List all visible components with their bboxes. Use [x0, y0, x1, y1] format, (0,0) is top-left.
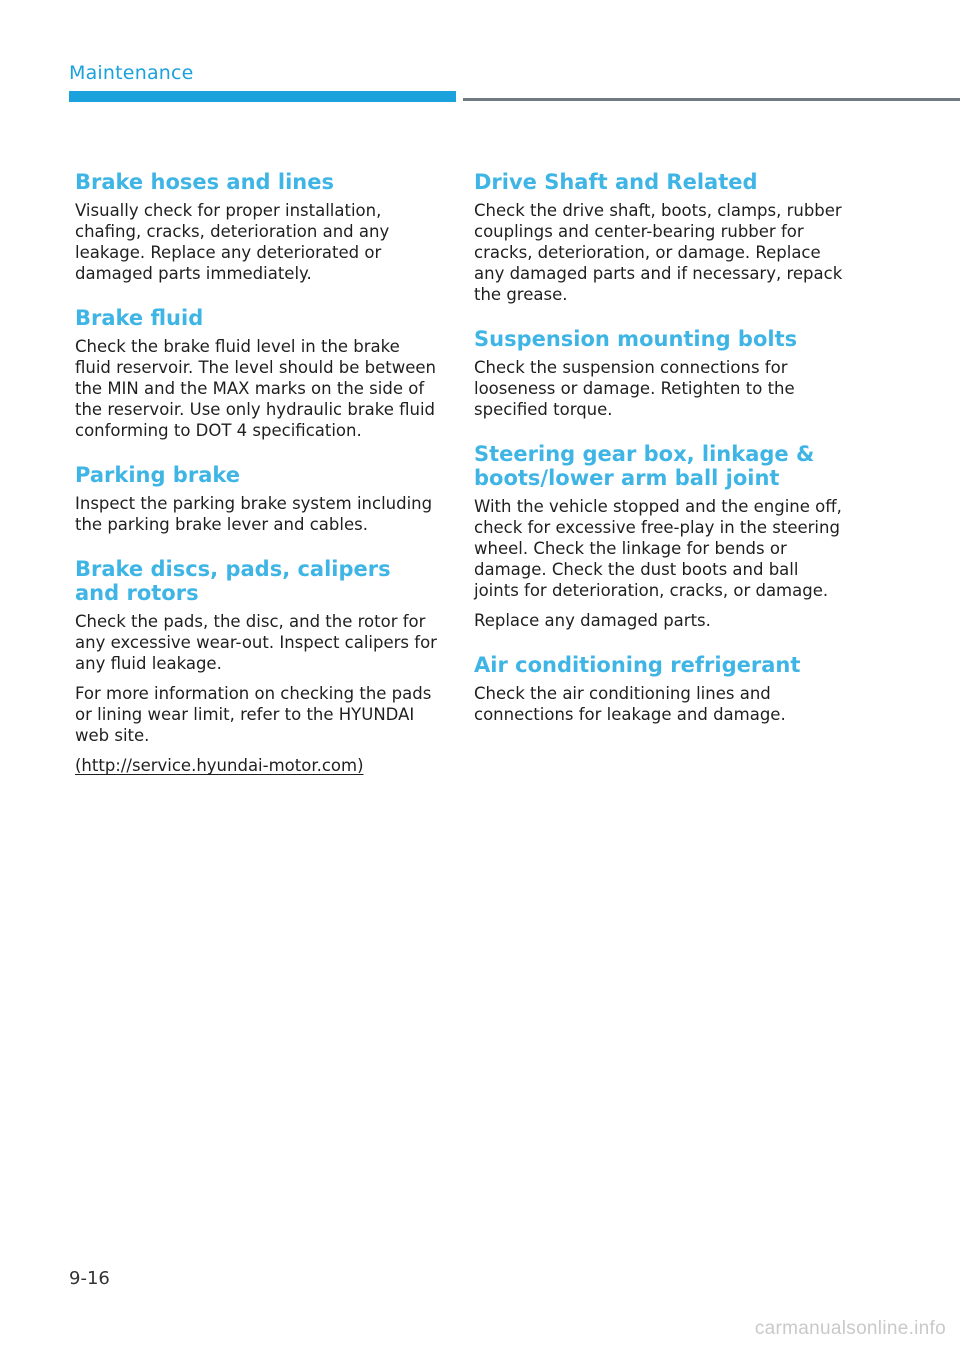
section-title: Brake hoses and lines [75, 170, 334, 194]
section-body: Replace any damaged parts. [474, 611, 711, 630]
section-title: Brake fluid [75, 306, 204, 330]
section-body: Check the pads, the disc, and the rotor for any excessive wear-out. Inspect calipers for any fluid leakage. [75, 612, 437, 673]
right-column [474, 170, 844, 747]
section-title: Drive Shaft and Related [474, 170, 758, 194]
section-air-conditioning [474, 653, 844, 725]
section-parking-brake [75, 463, 440, 535]
watermark: carmanualsonline.info [754, 1318, 946, 1339]
section-title: Steering gear box, linkage & boots/lower arm ball joint [474, 442, 815, 490]
section-body: Visually check for proper installation, chafing, cracks, deterioration and any leakage. Replace any deteriorated or damaged parts immediately. [75, 201, 390, 283]
section-steering-gear [474, 442, 844, 631]
section-body: Inspect the parking brake system including the parking brake lever and cables. [75, 494, 433, 534]
section-body: For more information on checking the pads or lining wear limit, refer to the HYUNDAI web site. [75, 684, 432, 745]
section-title: Air conditioning refrigerant [474, 653, 801, 677]
section-body: Check the brake fluid level in the brake fluid reservoir. The level should be between the MIN and the MAX marks on the side of the reservoir. Use only hydraulic brake fluid conforming to DOT 4 specification. [75, 337, 437, 440]
header-gray-rule [463, 98, 960, 101]
service-website-link[interactable]: (http://service.hyundai-motor.com) [75, 756, 364, 775]
left-column [75, 170, 440, 798]
section-brake-hoses [75, 170, 440, 284]
section-brake-fluid [75, 306, 440, 441]
section-title: Parking brake [75, 463, 241, 487]
section-body: Check the suspension connections for looseness or damage. Retighten to the specified torque. [474, 358, 795, 419]
section-body: Check the air conditioning lines and connections for leakage and damage. [474, 684, 786, 724]
section-title: Brake discs, pads, calipers and rotors [75, 557, 391, 605]
section-header-label: Maintenance [69, 62, 194, 84]
header-accent-rule [69, 91, 456, 102]
section-body: With the vehicle stopped and the engine off, check for excessive free-play in the steering wheel. Check the linkage for bends or damage. Check the dust boots and ball joints for deterioration, cracks, or damage. [474, 497, 842, 600]
section-drive-shaft [474, 170, 844, 305]
section-brake-discs [75, 557, 440, 776]
page-number: 9-16 [69, 1268, 110, 1289]
section-body: Check the drive shaft, boots, clamps, rubber couplings and center-bearing rubber for cracks, deterioration, or damage. Replace any damaged parts and if necessary, repack the grease. [474, 201, 843, 304]
section-suspension-bolts [474, 327, 844, 420]
section-title: Suspension mounting bolts [474, 327, 798, 351]
